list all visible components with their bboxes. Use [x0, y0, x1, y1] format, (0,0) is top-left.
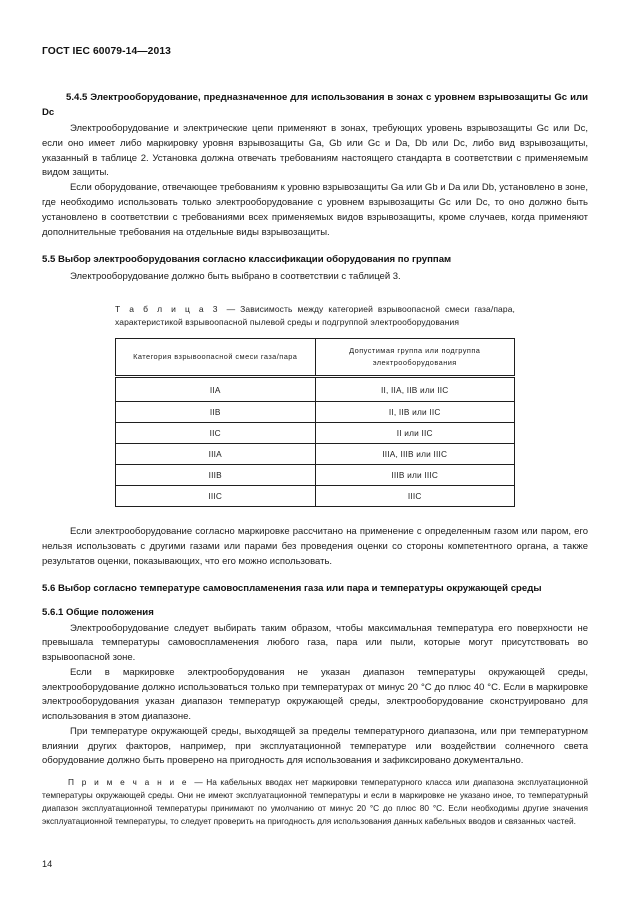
paragraph-after-table-3: Если электрооборудование согласно маркировке рассчитано на применение с определенным газом или паром, его нельзя использовать с другими газами или парами без проведения оценки со стороны компетентного органа, а также результатов оценки, показывающих, что его можно использовать.: [42, 526, 588, 567]
table-row: [116, 486, 515, 507]
table-cell-category: IIC: [116, 423, 316, 444]
paragraph-5-6-1-1: Электрооборудование следует выбирать таким образом, чтобы максимальная температура его поверхности не превышала температуры самовоспламенения любого газа, пара или пыли, которые могут присутствовать во взрывоопасной зоне.: [42, 622, 588, 664]
table-cell-groups: II, IIA, IIB или IIC: [315, 377, 515, 402]
section-heading-5-6-1: 5.6.1 Общие положения: [42, 606, 154, 618]
paragraph-5-6-1-2: Если в маркировке электрооборудования не указан диапазон температуры окружающей среды, электрооборудование должно использоваться только при температурах от минус 20 °С до плюс 40 °С. Если в маркировке электрооборудования указан диапазон температур окружающей среды, электрооборудование сконструировано для использования в этом диапазоне.: [42, 666, 588, 723]
section-heading-5-4-5: 5.4.5 Электрооборудование, предназначенное для использования в зонах с уровнем взрывозащиты Gc или Dc: [42, 92, 588, 118]
table-3-caption-text: — Зависимость между категорией взрывоопасной смеси газа/пара, характеристикой взрывоопасной пылевой среды и подгруппой электрооборудования: [115, 303, 515, 327]
table-3: [115, 338, 515, 507]
note-paragraph: [42, 776, 588, 828]
table-cell-category: IIB: [116, 402, 316, 423]
paragraph-5-6-1-3: При температуре окружающей среды, выходящей за пределы температурного диапазона, или при температурном влиянии других факторов, например, при эксплуатационной температуре или воздействии солнечного света оборудование должно быть проверено на пригодность для использования и зафиксировано документально.: [42, 725, 588, 767]
table-cell-groups: IIIC: [315, 486, 515, 507]
spacer: [42, 240, 588, 253]
section-heading-5-6: 5.6 Выбор согласно температуре самовоспламенения газа или пара и температуры окружающей среды: [42, 583, 542, 595]
spacer: [42, 507, 588, 525]
table-row: [116, 444, 515, 465]
table-cell-groups: IIIA, IIIB или IIIC: [315, 444, 515, 465]
section-heading-5-5: 5.5 Выбор электрооборудования согласно классификации оборудования по группам: [42, 254, 452, 266]
table-3-header-groups: Допустимая группа или подгруппа электрооборудования: [315, 339, 515, 377]
spacer: [42, 769, 588, 776]
note-label: П р и м е ч а н и е: [68, 777, 195, 788]
table-cell-groups: IIIB или IIIC: [315, 465, 515, 486]
spacer: [42, 569, 588, 582]
table-3-caption: [115, 303, 515, 330]
spacer: [42, 285, 588, 303]
table-row: [116, 423, 515, 444]
page-content: [42, 46, 588, 829]
table-cell-category: IIA: [116, 377, 316, 402]
table-cell-groups: II или IIC: [315, 423, 515, 444]
table-3-caption-label: Т а б л и ц а 3: [115, 303, 227, 314]
table-row: [116, 402, 515, 423]
spacer: [42, 599, 588, 606]
note-text: — На кабельных вводах нет маркировки температурного класса или диапазона эксплуатационной температуры окружающей среды. Они не имеют эксплуатационной температуры и если в маркировке не указано иное, то температурный диапазон эксплуатационной температуры принимают по умолчанию от минус 20 °С до плюс 80 °С. Если необходимы другие значения эксплуатационной температуры, то следует проверить на пригодность для использования данных кабельных вводов и связанных частей.: [42, 777, 588, 827]
table-header-row: [116, 339, 515, 377]
page-number: 14: [42, 859, 53, 869]
paragraph-5-5-1: Электрооборудование должно быть выбрано в соответствии с таблицей 3.: [70, 270, 401, 282]
table-cell-groups: II, IIB или IIC: [315, 402, 515, 423]
table-cell-category: IIIB: [116, 465, 316, 486]
paragraph-5-4-5-1: Электрооборудование и электрические цепи применяют в зонах, требующих уровень взрывозащиты Gc или Dc, если оно имеет либо маркировку уровня взрывозащиты Ga, Gb или Gc и Da, Db или Dc, либо вид взрывозащиты, указанный в таблице 2. Установка должна отвечать требованиям настоящего стандарта в соответствии с применяемым видом защиты.: [42, 123, 588, 179]
table-3-block: [115, 303, 515, 507]
document-header: ГОСТ IEC 60079-14—2013: [42, 46, 171, 57]
paragraph-5-4-5-2: Если оборудование, отвечающее требованиям к уровню взрывозащиты Ga или Gb и Da или Db, установлено в зоне, где необходимо использовать только электрооборудование с уровнем взрывозащиты Gc или Dc, то оно должно быть установлено в соответствии с требованиями всех применяемых видов взрывозащиты, кроме случаев, когда применяют дополнительные требования на отдельные виды взрывозащиты.: [42, 182, 588, 238]
table-cell-category: IIIC: [116, 486, 316, 507]
table-cell-category: IIIA: [116, 444, 316, 465]
table-3-header-category: Категория взрывоопасной смеси газа/пара: [116, 339, 316, 377]
table-row: [116, 465, 515, 486]
table-3-head: [116, 339, 515, 377]
table-3-body: [116, 377, 515, 507]
table-row: [116, 377, 515, 402]
